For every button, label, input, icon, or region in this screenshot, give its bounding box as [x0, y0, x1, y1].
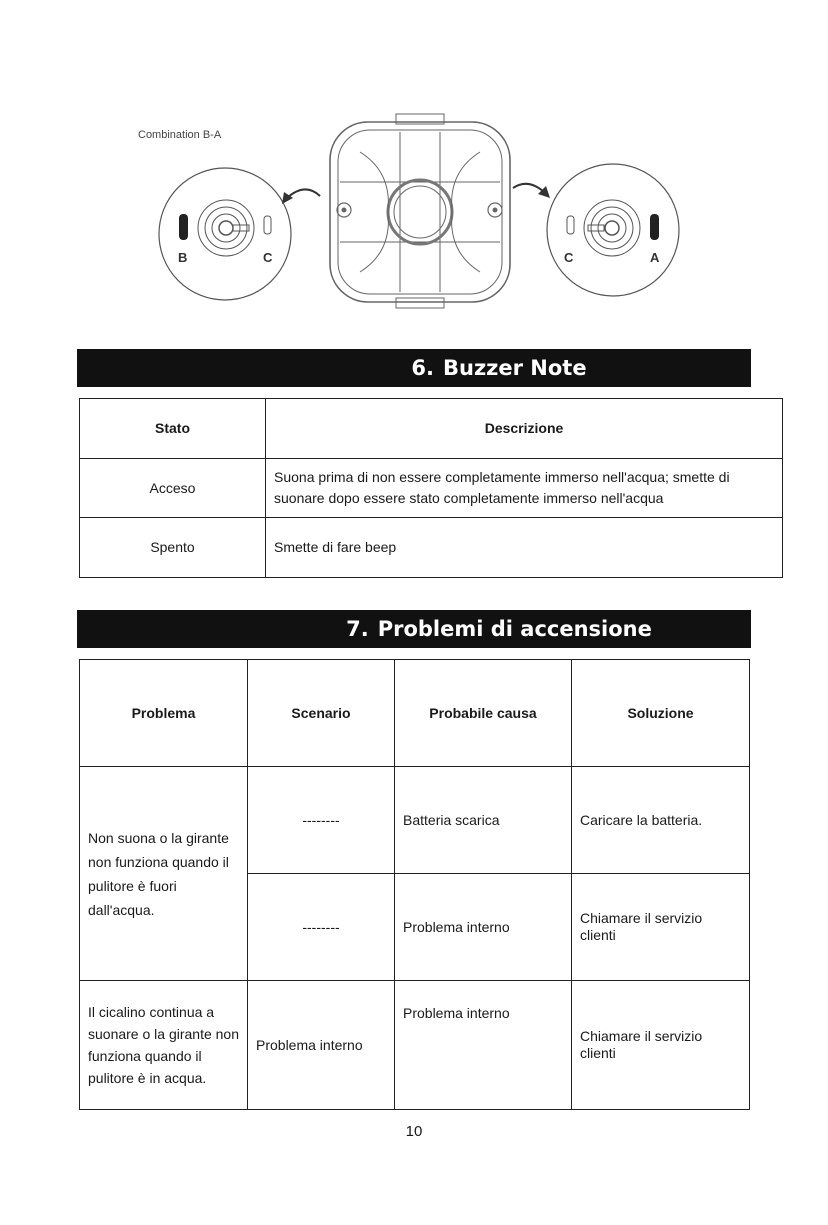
causa-cell: Problema interno: [395, 981, 572, 1110]
header-causa: Probabile causa: [395, 660, 572, 767]
header-descrizione: Descrizione: [266, 399, 783, 459]
section-7-header: [77, 610, 751, 648]
causa-cell: Problema interno: [395, 874, 572, 981]
table-header-row: [80, 399, 783, 459]
troubleshooting-table: [79, 659, 750, 1110]
right-detail-circle: [547, 164, 679, 296]
combination-diagram: [130, 112, 686, 312]
scenario-cell: --------: [248, 874, 395, 981]
problema-cell: Il cicalino continua a suonare o la girante non funziona quando il pulitore è in acqua.: [80, 981, 248, 1110]
figure-caption: Combination B-A: [138, 129, 222, 141]
table-row: [80, 981, 750, 1110]
header-scenario: Scenario: [248, 660, 395, 767]
table-row: [80, 459, 783, 518]
descrizione-cell: Suona prima di non essere completamente immerso nell'acqua; smette di suonare dopo essere stato completamente immerso nell'acqua: [266, 459, 783, 518]
right-arrow-icon: [513, 184, 544, 192]
soluzione-cell: Chiamare il servizio clienti: [572, 981, 750, 1110]
stato-cell: Acceso: [80, 459, 266, 518]
cleaner-diagram-svg: [130, 112, 686, 312]
soluzione-cell: Caricare la batteria.: [572, 767, 750, 874]
scenario-cell: --------: [248, 767, 395, 874]
table-row: [80, 767, 750, 874]
table-row: [80, 518, 783, 578]
table-header-row: [80, 660, 750, 767]
left-letter-c: C: [263, 250, 273, 265]
left-detail-circle: [159, 168, 291, 300]
section-6-title: Buzzer Note: [442, 356, 587, 380]
section-6-number: 6.: [411, 356, 434, 380]
right-letter-a: A: [650, 250, 660, 265]
problema-cell: Non suona o la girante non funziona quando il pulitore è fuori dall'acqua.: [80, 767, 248, 981]
header-stato: Stato: [80, 399, 266, 459]
left-slot-b: [179, 214, 188, 240]
cleaner-body: [330, 114, 510, 308]
stato-cell: Spento: [80, 518, 266, 578]
buzzer-table: [79, 398, 783, 578]
section-7-title: Problemi di accensione: [377, 617, 652, 641]
right-slot-a: [650, 214, 659, 240]
soluzione-cell: Chiamare il servizio clienti: [572, 874, 750, 981]
header-problema: Problema: [80, 660, 248, 767]
descrizione-cell: Smette di fare beep: [266, 518, 783, 578]
left-arrow-icon: [287, 189, 320, 198]
page-number: 10: [405, 1123, 423, 1140]
scenario-cell: Problema interno: [248, 981, 395, 1110]
header-soluzione: Soluzione: [572, 660, 750, 767]
right-letter-c: C: [564, 250, 574, 265]
causa-cell: Batteria scarica: [395, 767, 572, 874]
section-7-number: 7.: [346, 617, 369, 641]
left-letter-b: B: [178, 250, 188, 265]
section-6-header: [77, 349, 751, 387]
